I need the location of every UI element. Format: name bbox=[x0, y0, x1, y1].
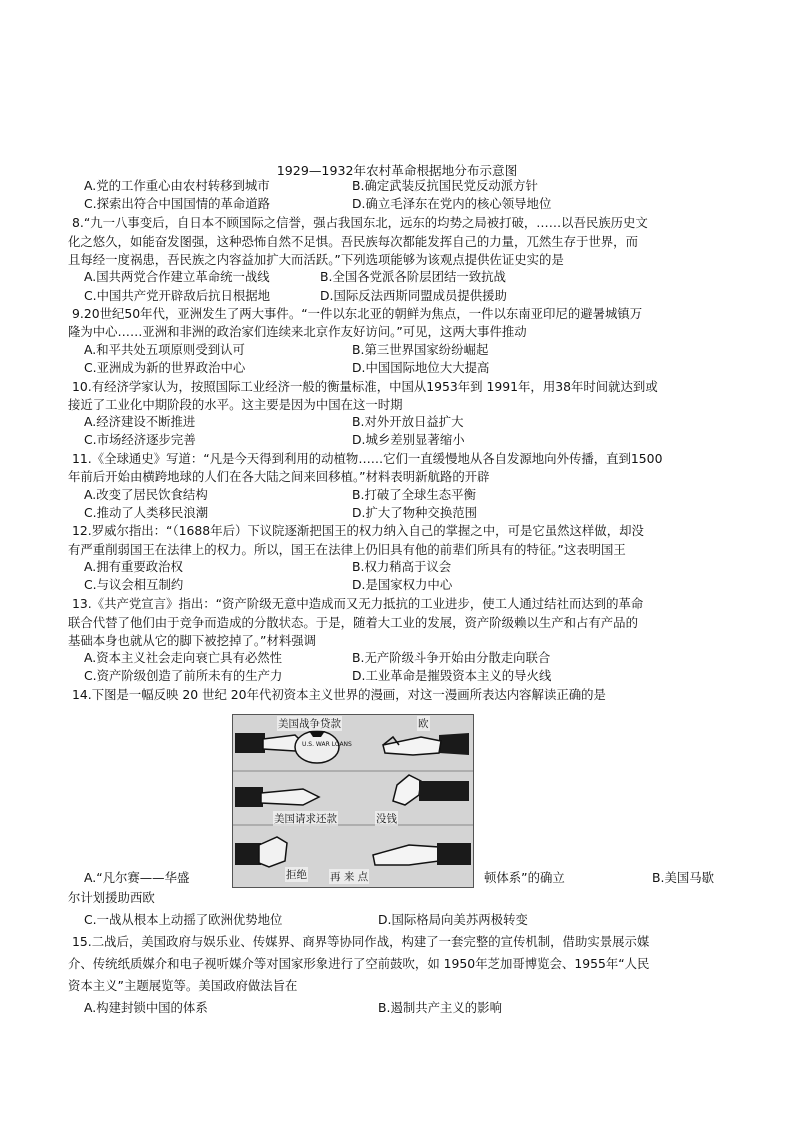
q10-option-d: D.城乡差别显著缩小 bbox=[352, 432, 465, 447]
q13-stem-line-3: 基础本身也就从它的脚下被挖掉了。”材料强调 bbox=[68, 633, 317, 648]
q13-stem-line-1: 13.《共产党宣言》指出：“资产阶级无意中造成而又无力抵抗的工业进步，使工人通过结社而达到的革命 bbox=[72, 596, 644, 611]
q14-option-a-left: A.“凡尔赛——华盛 bbox=[84, 870, 190, 885]
cartoon-label-no-money: 没钱 bbox=[376, 813, 397, 825]
q12-stem-line-1: 12.罗威尔指出：“（1688年后）下议院逐渐把国王的权力纳入自己的掌握之中，可是它虽然这样做，却没 bbox=[72, 523, 644, 538]
q7-option-c: C.探索出符合中国国情的革命道路 bbox=[84, 196, 271, 211]
q10-stem-line-2: 接近了工业化中期阶段的水平。这主要是因为中国在这一时期 bbox=[68, 397, 403, 412]
q13-option-b: B.无产阶级斗争开始由分散走向联合 bbox=[352, 650, 551, 665]
q13-stem-line-2: 联合代替了他们由于竞争而造成的分散状态。于是，随着大工业的发展，资产阶级赖以生产和占有产品的 bbox=[68, 615, 638, 630]
cartoon-bag-text: U.S. WAR LOANS bbox=[302, 741, 352, 748]
war-loans-cartoon bbox=[232, 714, 474, 888]
cartoon-drawing bbox=[233, 715, 473, 887]
q12-stem-line-2: 有严重削弱国王在法律上的权力。所以，国王在法律上仍旧具有他的前辈们所具有的特征。”这表明国王 bbox=[68, 542, 626, 557]
q7-option-d: D.确立毛泽东在党内的核心领导地位 bbox=[352, 196, 552, 211]
q11-stem-line-2: 年前后开始由横跨地球的人们在各大陆之间来回移植。”材料表明新航路的开辟 bbox=[68, 469, 490, 484]
q9-option-d: D.中国国际地位大大提高 bbox=[352, 360, 490, 375]
q13-option-d: D.工业革命是摧毁资本主义的导火线 bbox=[352, 668, 552, 683]
q9-stem-line-2: 隆为中心……亚洲和非洲的政治家们连续来北京作友好访问。”可见，这两大事件推动 bbox=[68, 324, 527, 339]
cartoon-label-request-repay: 美国请求还款 bbox=[274, 813, 337, 825]
q14-option-b-tail: 尔计划援助西欧 bbox=[68, 890, 155, 905]
q10-stem-line-1: 10.有经济学家认为，按照国际工业经济一般的衡量标准，中国从1953年到 1991年，用38年时间就达到或 bbox=[72, 379, 658, 394]
q11-stem-line-1: 11.《全球通史》写道：“凡是今天得到利用的动植物……它们一直缓慢地从各自发源地向外传播，直到1500 bbox=[72, 451, 663, 466]
cartoon-label-europe: 欧 bbox=[418, 718, 429, 730]
q7-option-b: B.确定武装反抗国民党反动派方针 bbox=[352, 178, 538, 193]
q7-option-a: A.党的工作重心由农村转移到城市 bbox=[84, 178, 270, 193]
cartoon-label-war-loans: 美国战争贷款 bbox=[278, 718, 341, 730]
q11-option-d: D.扩大了物种交换范围 bbox=[352, 505, 477, 520]
q8-stem-line-1: 8.“九一八事变后，自日本不顾国际之信誉，强占我国东北，远东的均势之局被打破，……以吾民族历史文 bbox=[72, 215, 648, 230]
q9-option-a: A.和平共处五项原则受到认可 bbox=[84, 342, 245, 357]
q14-option-d: D.国际格局向美苏两极转变 bbox=[378, 912, 528, 927]
q10-option-a: A.经济建设不断推进 bbox=[84, 414, 196, 429]
q11-option-a: A.改变了居民饮食结构 bbox=[84, 487, 208, 502]
q15-stem-line-2: 介、传统纸质媒介和电子视听媒介等对国家形象进行了空前鼓吹，如 1950年芝加哥博览会、1955年“人民 bbox=[68, 956, 650, 971]
q8-option-b: B.全国各党派各阶层团结一致抗战 bbox=[320, 269, 506, 284]
q14-option-a-right: 顿体系”的确立 bbox=[484, 870, 565, 885]
q9-option-b: B.第三世界国家纷纷崛起 bbox=[352, 342, 489, 357]
q14-option-b-head: B.美国马歇 bbox=[652, 870, 715, 885]
q15-stem-line-3: 资本主义”主题展览等。美国政府做法旨在 bbox=[68, 978, 298, 993]
q12-option-a: A.拥有重要政治权 bbox=[84, 559, 183, 574]
q14-option-c: C.一战从根本上动摇了欧洲优势地位 bbox=[84, 912, 283, 927]
q15-option-a: A.构建封锁中国的体系 bbox=[84, 1000, 208, 1015]
q9-option-c: C.亚洲成为新的世界政治中心 bbox=[84, 360, 246, 375]
cartoon-label-refuse: 拒绝 bbox=[286, 869, 307, 881]
cartoon-label-more: 再 来 点 bbox=[330, 871, 369, 883]
q10-option-c: C.市场经济逐步完善 bbox=[84, 432, 196, 447]
map-title: 1929—1932年农村革命根据地分布示意图 bbox=[276, 163, 518, 178]
q8-option-a: A.国共两党合作建立革命统一战线 bbox=[84, 269, 270, 284]
q10-option-b: B.对外开放日益扩大 bbox=[352, 414, 464, 429]
q13-option-c: C.资产阶级创造了前所未有的生产力 bbox=[84, 668, 283, 683]
q12-option-d: D.是国家权力中心 bbox=[352, 577, 453, 592]
q14-stem: 14.下图是一幅反映 20 世纪 20年代初资本主义世界的漫画，对这一漫画所表达内容解读正确的是 bbox=[72, 687, 606, 702]
q15-stem-line-1: 15.二战后，美国政府与娱乐业、传媒界、商界等协同作战，构建了一套完整的宣传机制，借助实景展示媒 bbox=[72, 934, 650, 949]
q11-option-b: B.打破了全球生态平衡 bbox=[352, 487, 476, 502]
q15-option-b: B.遏制共产主义的影响 bbox=[378, 1000, 502, 1015]
q9-stem-line-1: 9.20世纪50年代，亚洲发生了两大事件。“一件以东北亚的朝鲜为焦点，一件以东南亚印尼的避暑城镇万 bbox=[72, 306, 643, 321]
q12-option-c: C.与议会相互制约 bbox=[84, 577, 184, 592]
q8-option-c: C.中国共产党开辟敌后抗日根据地 bbox=[84, 288, 271, 303]
q13-option-a: A.资本主义社会走向衰亡具有必然性 bbox=[84, 650, 283, 665]
q8-stem-line-2: 化之悠久，如能奋发图强，这种恐怖自然不足惧。吾民族每次都能发挥自己的力量，兀然生存于世界，而 bbox=[68, 234, 638, 249]
q11-option-c: C.推动了人类移民浪潮 bbox=[84, 505, 209, 520]
q8-stem-line-3: 且每经一度祸患，吾民族之内容益加扩大而活跃。”下列选项能够为该观点提供佐证史实的是 bbox=[68, 252, 564, 267]
q8-option-d: D.国际反法西斯同盟成员提供援助 bbox=[320, 288, 507, 303]
q12-option-b: B.权力稍高于议会 bbox=[352, 559, 452, 574]
